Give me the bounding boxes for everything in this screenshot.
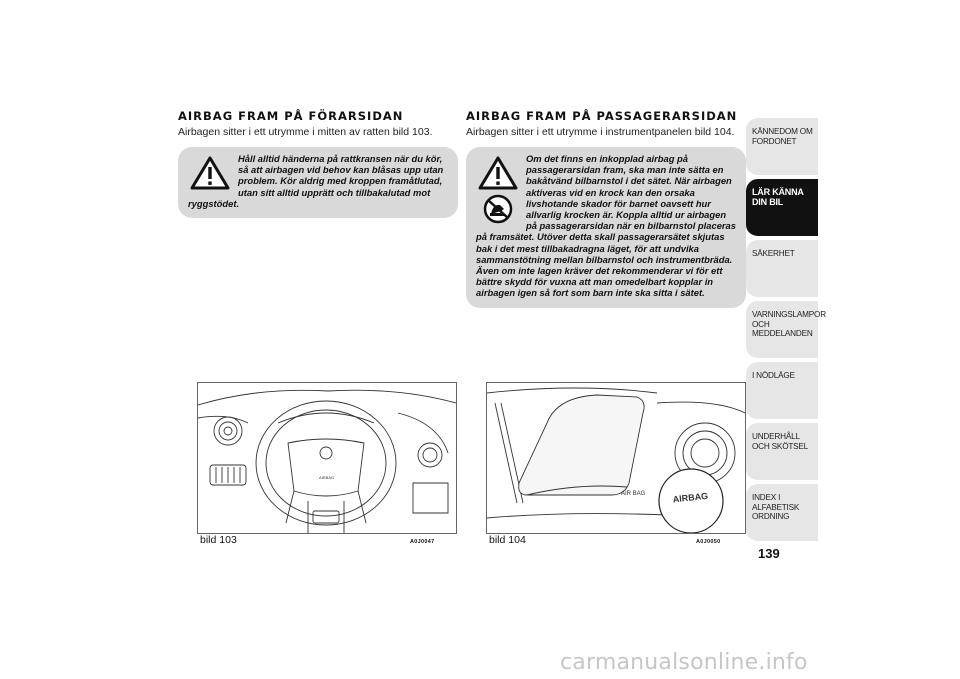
right-column	[466, 108, 746, 308]
left-column	[178, 108, 458, 218]
figure-caption-103: bild 103	[200, 534, 237, 546]
warning-box-passenger	[466, 147, 746, 308]
intro-driver-airbag: Airbagen sitter i ett utrymme i mitten av ratten bild 103.	[178, 126, 433, 138]
section-heading-driver-airbag: AIRBAG FRAM PÅ FÖRARSIDAN	[178, 109, 404, 123]
no-child-seat-icon	[476, 193, 520, 225]
page-number: 139	[758, 546, 780, 561]
warning-triangle-icon	[476, 155, 520, 191]
figure-passenger-airbag	[486, 382, 746, 534]
chapter-tabs	[746, 118, 826, 545]
passenger-airbag-illustration	[487, 383, 745, 533]
tab-index[interactable]: INDEX I ALFABETISK ORDNING	[746, 484, 818, 542]
tab-sakerhet[interactable]: SÄKERHET	[746, 240, 818, 298]
tab-lar-kanna-din-bil[interactable]: LÄR KÄNNA DIN BIL	[746, 179, 818, 237]
intro-passenger-airbag: Airbagen sitter i ett utrymme i instrumentpanelen bild 104.	[466, 126, 735, 138]
warning-triangle-icon	[188, 155, 232, 191]
tab-i-nodlage[interactable]: I NÖDLÄGE	[746, 362, 818, 420]
tab-varningslampor[interactable]: VARNINGSLAMPOR OCH MEDDELANDEN	[746, 301, 818, 359]
figure-code-104: A0J0050	[696, 539, 721, 545]
tab-kannedom-om-fordonet[interactable]: KÄNNEDOM OM FORDONET	[746, 118, 818, 176]
figure-airbag-label-big: AIRBAG	[672, 490, 709, 505]
section-heading-passenger-airbag: AIRBAG FRAM PÅ PASSAGERARSIDAN	[466, 109, 738, 123]
figure-airbag-label: AIRBAG	[319, 475, 335, 480]
warning-text-driver: Håll alltid händerna på rattkransen när du kör, så att airbagen vid behov kan blåsas upp utan problem. Kör aldrig med kroppen framåtlutad, utan sitt alltid upprätt och tillbakalutad mot ryggstödet.	[188, 153, 444, 209]
figure-airbag-label-small: AIR BAG	[621, 491, 646, 497]
figure-steering-wheel-airbag	[197, 382, 457, 534]
figure-caption-104: bild 104	[489, 534, 526, 546]
tab-underhall-och-skotsel[interactable]: UNDERHÅLL OCH SKÖTSEL	[746, 423, 818, 481]
watermark: carmanualsonline.info	[560, 650, 808, 675]
steering-wheel-illustration	[198, 383, 456, 533]
figure-code-103: A0J0047	[410, 539, 435, 545]
warning-text-passenger: Om det finns en inkopplad airbag på passagerarsidan fram, ska man inte sätta en bakåtvänd bilbarnstol i det sätet. När airbagen aktiveras vid en krock kan den orsaka livshotande skador för barnet oavsett hur allvarlig krocken är. Koppla alltid ur airbagen på passagerarsidan när en bilbarnstol placeras på framsätet. Utöver detta skall passagerarsätet skjutas bak i det mest tillbakadragna läget, för att undvika sammanstötning mellan bilbarnstol och instrumentbräda. Även om inte lagen kräver det rekommenderar vi för ett bättre skydd för vuxna att man omedelbart kopplar in airbagen igen så fort som barn inte ska sitta i sätet.	[476, 153, 736, 299]
warning-box-driver	[178, 147, 458, 218]
